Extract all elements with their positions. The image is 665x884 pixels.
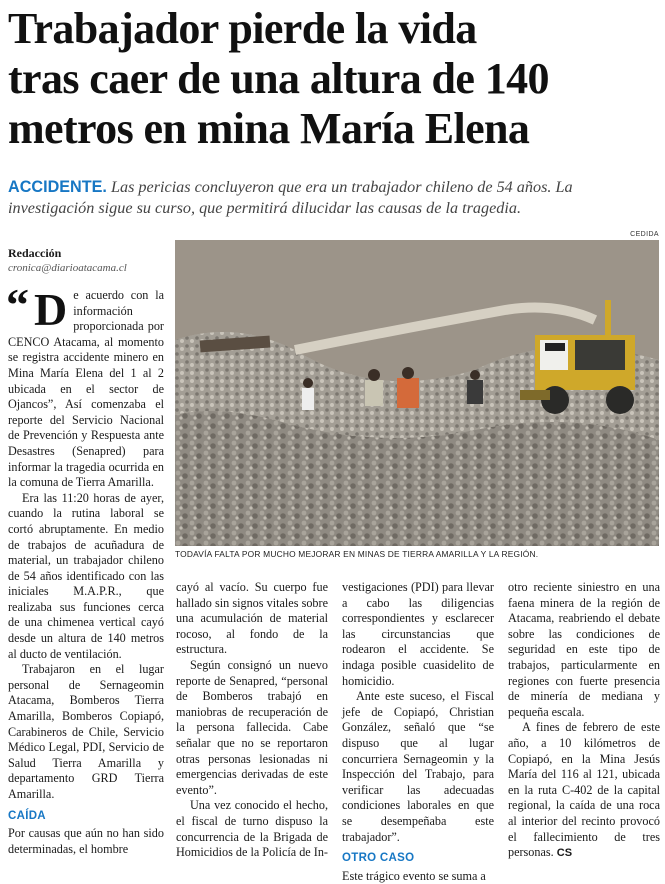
paragraph-8-start: Este trágico evento se suma a xyxy=(342,868,486,883)
headline-line-1: Trabajador pierde la vida xyxy=(8,4,477,53)
lead-text: Las pericias concluyeron que era un trabajador chileno de 54 años. La investigación sigue su curso, que permitirá dilucidar las causas de la tragedia. xyxy=(8,178,573,217)
article-column-4 xyxy=(508,580,660,862)
article-column-1 xyxy=(6,279,164,857)
byline xyxy=(8,246,168,276)
opening-quote-mark: “ xyxy=(6,279,29,330)
end-mark: CS xyxy=(556,847,573,860)
mine-site-photo xyxy=(175,240,659,546)
paragraph-5: Según consignó un nuevo reporte de Senapred, “personal de Bomberos trabajó en maniobras de recuperación de la persona fallecida. Cabe señalar que no se reportaron otras personas lesionadas ni emergencias derivadas de este evento”. xyxy=(176,657,328,797)
paragraph-7: Ante este suceso, el Fiscal jefe de Copiapó, Christian González, señaló que “se dispuso que al lugar concurriera Sernageomin y la Inspección del Trabajo, para verificar las adecuadas condiciones laborales en que se desempeñaba este trabajador”. xyxy=(342,689,494,844)
headline-line-3: metros en mina María Elena xyxy=(8,104,530,153)
photo-credit: CEDIDA xyxy=(630,231,659,238)
photo-caption: TODAVÍA FALTA POR MUCHO MEJORAR EN MINAS DE TIERRA AMARILLA Y LA REGIÓN. xyxy=(175,549,539,559)
paragraph-8-cont: otro reciente siniestro en una faena minera de la región de Atacama, reabriendo el debate sobre las condiciones de seguridad en este tipo de trabajos, particularmente en regiones con fuerte presencia de minería de mediana y pequeña escala. xyxy=(508,580,660,719)
paragraph-2: Era las 11:20 horas de ayer, cuando la rutina laboral se cortó abruptamente. En medio de trabajos de acuñadura de material, un trabajador chileno de 54 años identificado con las iniciales M.A.P.R., que realizaba sus funciones cerca de una chimenea vertical cayó desde un altura de 140 metros al ducto de ventilación. xyxy=(8,490,164,661)
paragraph-4-cont: cayó al vacío. Su cuerpo fue hallado sin signos vitales sobre una acumulación de material rocoso, al fondo de la estructura. xyxy=(176,580,328,657)
headline xyxy=(8,4,660,154)
paragraph-4-start: Por causas que aún no han sido determinadas, el hombre xyxy=(8,826,164,856)
news-photo xyxy=(175,240,659,546)
byline-author: Redacción xyxy=(8,246,62,260)
subhead-caida: CAÍDA xyxy=(8,809,46,822)
opening-paragraph xyxy=(6,279,164,491)
lead-paragraph xyxy=(8,177,660,219)
lead-kicker: ACCIDENTE. xyxy=(8,178,107,196)
subhead-otro-caso: OTRO CASO xyxy=(342,852,415,865)
paragraph-9 xyxy=(508,720,660,861)
paragraph-6-cont: vestigaciones (PDI) para llevar a cabo las diligencias correspondientes y esclarecer las circunstancias que rodearon el accidente. Se indaga posible cuasidelito de homicidio. xyxy=(342,580,494,688)
paragraph-3: Trabajaron en el lugar personal de Sernageomin Atacama, Bomberos Tierra Amarilla, Bomberos Copiapó, Carabineros de Chile, Servicio Médico Legal, PDI, Servicio de Salud Tierra Amarilla y departamento GRD Tierra Amarilla. xyxy=(8,662,164,801)
paragraph-9-text: A fines de febrero de este año, a 10 kilómetros de Copiapó, en la Mina Jesús María del 116 al 121, ubicada en la ruta C-402 de la capital regional, la caída de una roca al interior del recinto provocó el fallecimiento de tres personas. xyxy=(508,720,660,860)
article-column-2 xyxy=(176,580,328,861)
dropcap-letter: D xyxy=(34,284,68,335)
paragraph-6-start: Una vez conocido el hecho, el fiscal de turno dispuso la concurrencia de la Brigada de Homicidios de la Policía de In- xyxy=(176,798,328,860)
article-column-3 xyxy=(342,580,494,884)
byline-email: cronica@diarioatacama.cl xyxy=(8,262,127,274)
headline-line-2: tras caer de una altura de 140 xyxy=(8,54,549,103)
paragraph-1: e acuerdo con la información proporcionada por CENCO Atacama, al momento se registra accidente minero en Mina María Elena del 1 al 2 ubicada en el sector de Ojancos”, Así comenzaba el reporte del Servicio Nacional de Prevención y Respuesta ante Desastres (Senapred) para informar la tragedia ocurrida en la comuna de Tierra Amarilla. xyxy=(8,288,164,490)
